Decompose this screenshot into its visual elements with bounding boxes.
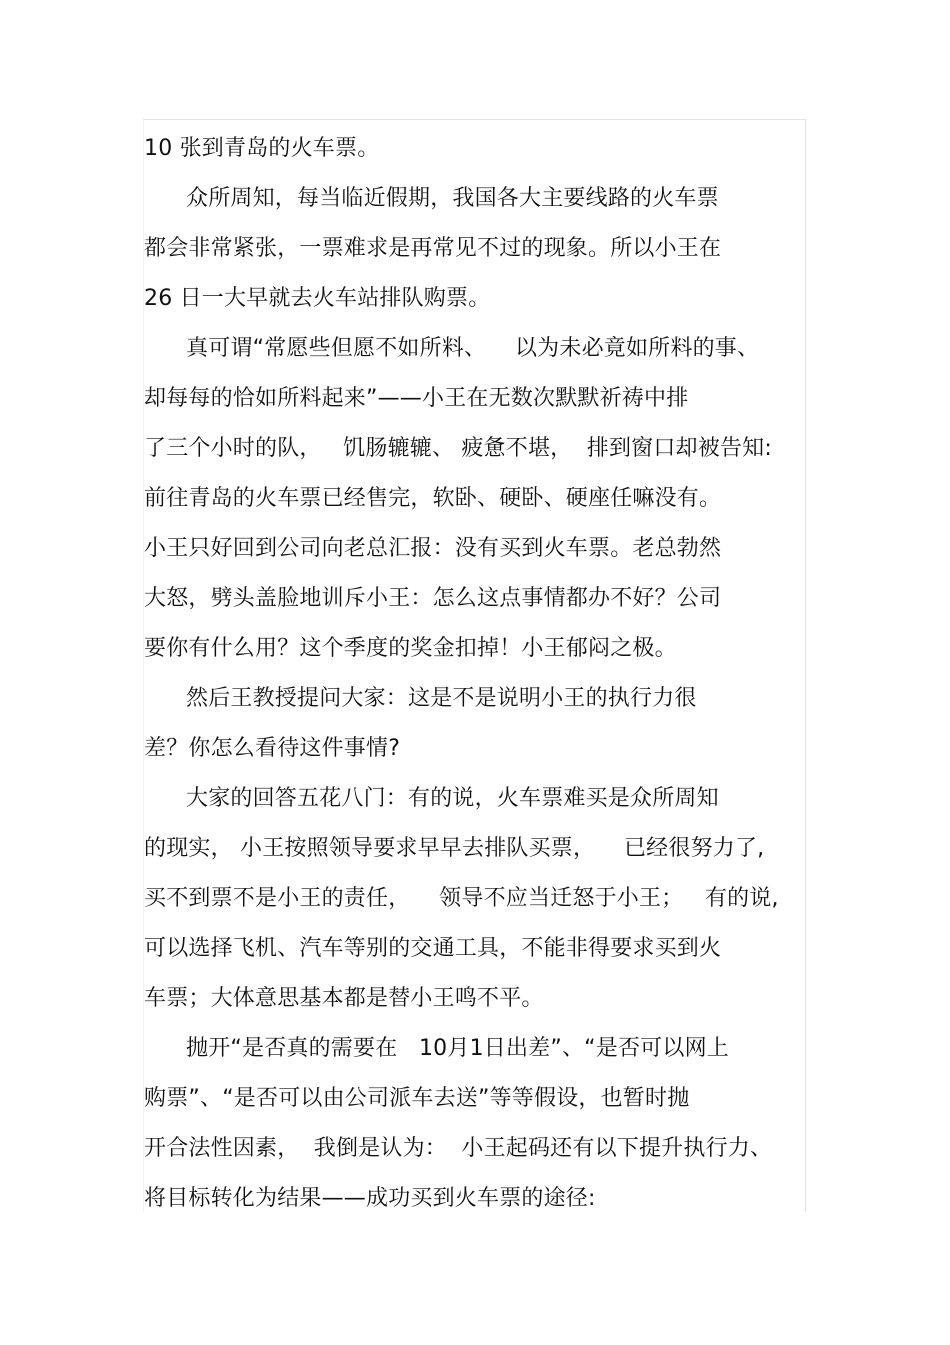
text-line: 可以选择飞机、汽车等别的交通工具，不能非得要求买到火	[144, 936, 722, 961]
text-line: 众所周知，每当临近假期，我国各大主要线路的火车票	[186, 186, 719, 211]
text-line: 抛开“是否真的需要在 10月1日出差”、“是否可以网上	[186, 1036, 729, 1061]
document-body	[144, 124, 804, 1224]
text-line: 小王只好回到公司向老总汇报：没有买到火车票。老总勃然	[144, 536, 722, 561]
text-line: 开合法性因素， 我倒是认为： 小王起码还有以下提升执行力、	[144, 1136, 773, 1161]
text-line: 26 日一大早就去火车站排队购票。	[144, 286, 491, 311]
text-line: 买不到票不是小王的责任， 领导不应当迁怒于小王； 有的说,	[144, 886, 779, 911]
text-line: 然后王教授提问大家：这是不是说明小王的执行力很	[186, 686, 697, 711]
text-line: 前往青岛的火车票已经售完，软卧、硬卧、硬座任嘛没有。	[144, 486, 722, 511]
text-line: 车票；大体意思基本都是替小王鸣不平。	[144, 986, 544, 1011]
text-line: 大家的回答五花八门：有的说，火车票难买是众所周知	[186, 786, 719, 811]
text-line: 要你有什么用？这个季度的奖金扣掉！小王郁闷之极。	[144, 636, 677, 661]
text-line: 了三个小时的队， 饥肠辘辘、 疲惫不堪， 排到窗口却被告知:	[144, 436, 772, 461]
text-line: 却每每的恰如所料起来”——小王在无数次默默祈祷中排	[144, 386, 689, 411]
text-line: 差？你怎么看待这件事情?	[144, 736, 401, 761]
text-line: 大怒，劈头盖脸地训斥小王：怎么这点事情都办不好？公司	[144, 586, 722, 611]
text-line: 都会非常紧张，一票难求是再常见不过的现象。所以小王在	[144, 236, 722, 261]
text-line: 的现实， 小王按照领导要求早早去排队买票， 已经很努力了,	[144, 836, 765, 861]
text-line: 真可谓“常愿些但愿不如所料、 以为未必竟如所料的事、	[186, 336, 760, 361]
text-line: 10 张到青岛的火车票。	[144, 136, 380, 161]
text-line: 购票”、“是否可以由公司派车去送”等等假设，也暂时抛	[144, 1086, 690, 1111]
text-line: 将目标转化为结果——成功买到火车票的途径:	[144, 1186, 596, 1211]
